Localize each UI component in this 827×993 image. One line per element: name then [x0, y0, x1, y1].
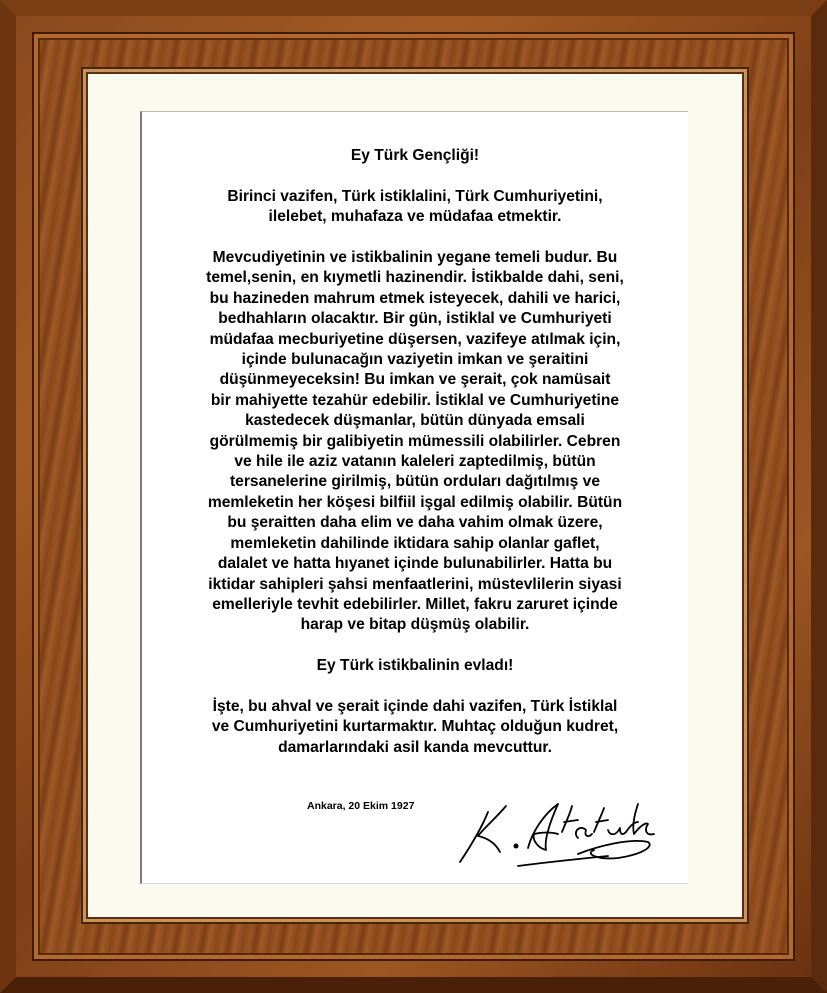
paragraph-duty: Birinci vazifen, Türk istiklalini, Türk Cumhuriyetini, ilelebet, muhafaza ve müdafaa etmektir. [227, 187, 603, 226]
document-page [140, 111, 688, 884]
document-heading: Ey Türk Gençliği! [350, 147, 480, 164]
signature-icon [458, 792, 658, 867]
paragraph-foundation: Mevcudiyetinin ve istikbalinin yegane temeli budur. Bu temel,senin, en kıymetli hazinendir. İstikbalde dahi, seni, bu hazineden mahrum etmek isteyecek, dahili ve harici, bedhahların olacaktır. Bir gün, istiklal ve Cumhuriyeti müdafaa mecburiyetine düşersen, vazifeye atılmak için, içinde bulunacağın vaziyetin imkan ve şeraitini düşünmeyeceksin! Bu imkan ve şerait, çok namüsait bir mahiyette tezahür edebilir. İstiklal ve Cumhuriyetine kastedecek düşmanlar, bütün dünyada emsali görülmemiş bir galibiyetin mümessili olabilirler. Cebren ve hile ile aziz vatanın kaleleri zaptedilmiş, bütün tersanelerine girilmiş, bütün orduları dağıtılmış ve memleketin her köşesi bilfiil işgal edilmiş olabilir. Bütün bu şeraitten daha elim ve daha vahim olmak üzere, memleketin dahilinde iktidara sahip olanlar gaflet, dalalet ve hatta hıyanet içinde bulunabilirler. Hatta bu iktidar sahipleri şahsi menfaatlerini, müstevlilerin siyasi emelleriyle tevhit edebilirler. Millet, fakru zaruret içinde harap ve bitap düşmüş olabilir. [206, 249, 624, 634]
paragraph-closing: İşte, bu ahval ve şerait içinde dahi vazifen, Türk İstiklal ve Cumhuriyetini kurtarmaktır. Muhtaç olduğun kudret, damarlarındaki asil kanda mevcuttur. [211, 697, 619, 756]
document-subheading: Ey Türk istikbalinin evladı! [316, 657, 514, 675]
place-date: Ankara, 20 Ekim 1927 [307, 800, 415, 812]
document-text [142, 146, 688, 758]
